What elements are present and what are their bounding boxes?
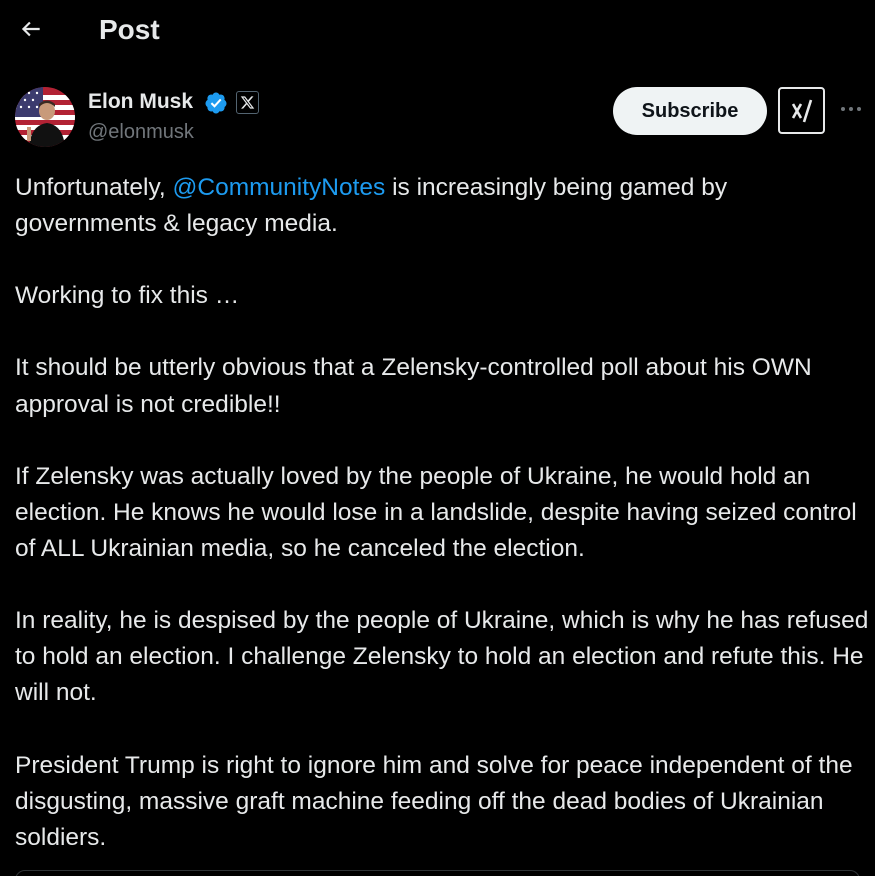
post-text-segment: is increasingly being gamed by governments & legacy media. [15, 174, 728, 238]
grok-xai-icon [787, 96, 817, 126]
x-logo-icon[interactable] [236, 91, 259, 114]
author-name[interactable]: Elon Musk [88, 90, 194, 113]
more-horizontal-icon [841, 107, 845, 111]
author-handle[interactable]: @elonmusk [88, 121, 194, 143]
post-paragraph-6: President Trump is right to ignore him and solve for peace independent of the disgusting, massive graft machine feeding off the dead bodies of Ukrainian soldiers. [15, 751, 853, 851]
mention-link[interactable]: @CommunityNotes [172, 174, 386, 201]
post-text [15, 170, 870, 876]
post-text-segment: Unfortunately, [15, 174, 173, 201]
more-horizontal-icon-dot [849, 107, 853, 111]
post-paragraph-1 [15, 170, 870, 242]
top-header [0, 0, 875, 60]
more-options-button[interactable] [836, 97, 866, 121]
page-title: Post [99, 14, 160, 45]
arrow-left-icon [18, 16, 44, 42]
more-horizontal-icon-dot [857, 107, 861, 111]
subscribe-button[interactable]: Subscribe [613, 87, 767, 135]
avatar[interactable] [15, 87, 75, 147]
grok-button[interactable] [778, 87, 825, 134]
post-paragraph-3: It should be utterly obvious that a Zelensky-controlled poll about his OWN approval is not credible!! [15, 354, 812, 418]
post-paragraph-2: Working to fix this … [15, 282, 240, 310]
back-button[interactable] [12, 10, 50, 48]
next-section-edge [15, 870, 860, 876]
verified-badge-icon [204, 91, 228, 115]
avatar-image [15, 87, 75, 147]
post-paragraph-5: In reality, he is despised by the people of Ukraine, which is why he has refused to hold an election. I challenge Zelensky to hold an election and refute this. He will not. [15, 607, 869, 707]
post-paragraph-4: If Zelensky was actually loved by the people of Ukraine, he would hold an election. He knows he would lose in a landslide, despite having seized control of ALL Ukrainian media, so he canceled the election. [15, 462, 857, 562]
author-row [0, 82, 875, 152]
